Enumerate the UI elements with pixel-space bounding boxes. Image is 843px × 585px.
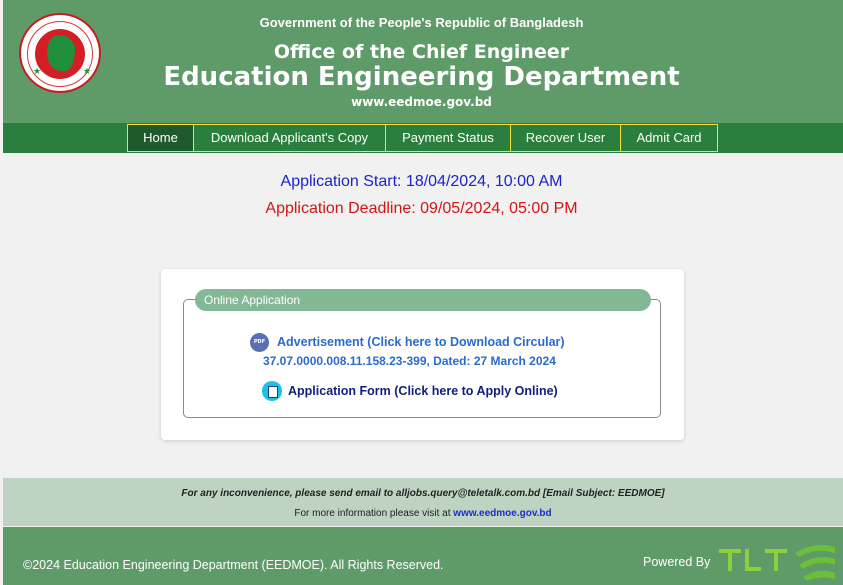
contact-email-note: For any inconvenience, please send email to alljobs.query@teletalk.com.bd [Email Subject: EEDMOE]	[181, 488, 665, 499]
department-title: Education Engineering Department	[163, 62, 680, 92]
pdf-icon[interactable]: PDF	[250, 333, 269, 352]
nav-home[interactable]: Home	[127, 124, 194, 152]
more-info-link[interactable]: www.eedmoe.gov.bd	[453, 508, 552, 519]
more-info-prefix: For more information please visit at	[294, 508, 451, 519]
online-application-card	[161, 269, 684, 440]
site-footer	[3, 527, 843, 585]
contact-note	[3, 478, 843, 526]
online-application-legend: Online Application	[195, 289, 651, 311]
gov-line: Government of the People's Republic of Bangladesh	[259, 15, 584, 30]
office-title: Office of the Chief Engineer	[273, 41, 570, 63]
application-deadline: Application Deadline: 09/05/2024, 05:00 PM	[265, 200, 578, 217]
advertisement-link[interactable]: Advertisement (Click here to Download Circular)	[277, 335, 565, 349]
form-icon[interactable]	[262, 381, 282, 401]
nav-download-applicant-copy[interactable]: Download Applicant's Copy	[193, 124, 386, 152]
nav-admit-card[interactable]: Admit Card	[620, 124, 718, 152]
apply-online-link[interactable]: Application Form (Click here to Apply Online)	[288, 384, 558, 398]
website-link[interactable]: www.eedmoe.gov.bd	[351, 95, 492, 109]
main-nav	[3, 123, 843, 153]
bangladesh-govt-seal-icon: ★ ★	[19, 13, 101, 93]
advertisement-reference[interactable]: 37.07.0000.008.11.158.23-399, Dated: 27 March 2024	[263, 354, 556, 368]
nav-recover-user[interactable]: Recover User	[510, 124, 621, 152]
powered-by-label: Powered By	[643, 555, 711, 569]
copyright-text: ©2024 Education Engineering Department (EEDMOE). All Rights Reserved.	[23, 558, 444, 572]
nav-payment-status[interactable]: Payment Status	[385, 124, 511, 152]
teletalk-logo-icon	[715, 533, 841, 585]
more-info-note	[3, 508, 843, 519]
application-start: Application Start: 18/04/2024, 10:00 AM	[280, 173, 563, 190]
